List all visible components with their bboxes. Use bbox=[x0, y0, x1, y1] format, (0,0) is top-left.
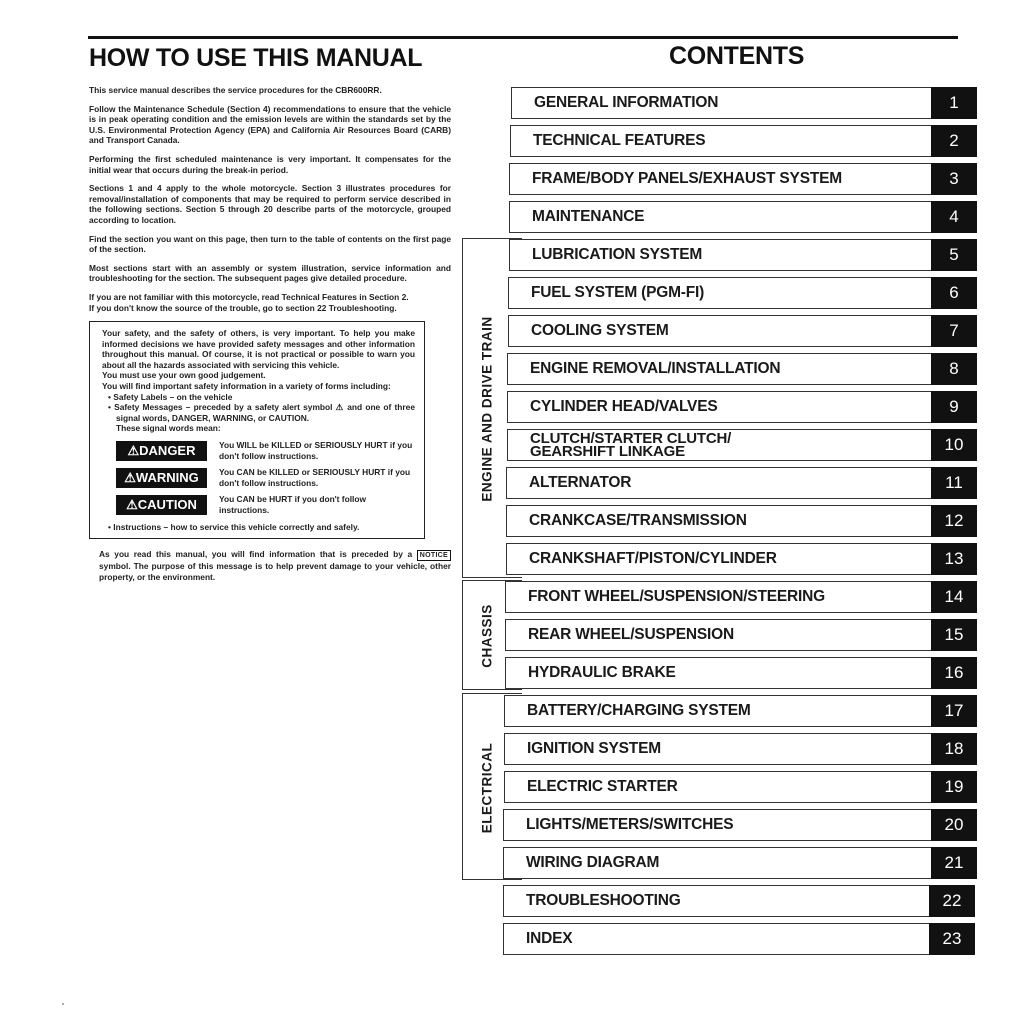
contents-item-label: FUEL SYSTEM (PGM-FI) bbox=[531, 284, 705, 301]
contents-item[interactable] bbox=[503, 809, 977, 841]
contents-item[interactable] bbox=[509, 239, 977, 271]
contents-item-label: ENGINE REMOVAL/INSTALLATION bbox=[530, 360, 781, 377]
contents-item[interactable] bbox=[505, 657, 977, 689]
contents-item[interactable] bbox=[505, 581, 977, 613]
contents-item-label: FRONT WHEEL/SUSPENSION/STEERING bbox=[528, 588, 825, 605]
top-rule bbox=[88, 36, 958, 39]
section-number-tab: 17 bbox=[931, 695, 977, 727]
contents-item-label: ELECTRIC STARTER bbox=[527, 778, 678, 795]
contents-item-label: LIGHTS/METERS/SWITCHES bbox=[526, 816, 734, 833]
signal-danger bbox=[116, 440, 415, 461]
signal-words-intro: These signal words mean: bbox=[116, 423, 221, 434]
contents-item-label: LUBRICATION SYSTEM bbox=[532, 246, 703, 263]
notice-post-text: symbol. The purpose of this message is to help prevent damage to your vehicle, other property, or the environment. bbox=[99, 561, 451, 582]
notice-symbol: NOTICE bbox=[417, 550, 451, 561]
contents-item-label-line1: CLUTCH/STARTER CLUTCH/ bbox=[530, 430, 732, 447]
section-number-tab: 19 bbox=[931, 771, 977, 803]
contents-item[interactable] bbox=[504, 771, 977, 803]
contents-item-label: COOLING SYSTEM bbox=[531, 322, 669, 339]
section-number-tab: 1 bbox=[931, 87, 977, 119]
bullet-safety-labels: • Safety Labels – on the vehicle bbox=[108, 391, 233, 402]
group-label-engine-drive-train: ENGINE AND DRIVE TRAIN bbox=[479, 316, 495, 502]
contents-item[interactable] bbox=[503, 923, 975, 955]
danger-description: You WILL be KILLED or SERIOUSLY HURT if you don't follow instructions. bbox=[219, 440, 413, 461]
section-number-tab: 22 bbox=[929, 885, 975, 917]
section-number-tab: 20 bbox=[931, 809, 977, 841]
section-number-tab: 12 bbox=[931, 505, 977, 537]
contents-item-label: INDEX bbox=[526, 930, 573, 947]
contents-item[interactable] bbox=[507, 429, 977, 461]
technical-features-paragraph: If you are not familiar with this motorcycle, read Technical Features in Section 2. bbox=[89, 291, 409, 302]
how-to-use-title: HOW TO USE THIS MANUAL bbox=[89, 44, 423, 72]
contents-item[interactable] bbox=[503, 885, 975, 917]
troubleshooting-paragraph: If you don't know the source of the trouble, go to section 22 Troubleshooting. bbox=[89, 302, 397, 313]
notice-pre-text: As you read this manual, you will find information that is preceded by a bbox=[99, 549, 413, 560]
section-number-tab: 5 bbox=[931, 239, 977, 271]
contents-item[interactable] bbox=[509, 201, 977, 233]
danger-label: ⚠DANGER bbox=[116, 441, 207, 461]
contents-item-label: FRAME/BODY PANELS/EXHAUST SYSTEM bbox=[532, 170, 842, 187]
safety-intro: Your safety, and the safety of others, is very important. To help you make informed decisions we have provided safety messages and other information throughout this manual. Of course, it is not practical or possible to warn you about all the hazards associated with servicing this vehicle. bbox=[102, 328, 415, 370]
section-structure-paragraph: Most sections start with an assembly or system illustration, service information and troubleshooting for the section. The subsequent pages give detailed procedure. bbox=[89, 262, 451, 284]
contents-item-label: HYDRAULIC BRAKE bbox=[528, 664, 676, 681]
contents-item-label-line2: GEARSHIFT LINKAGE bbox=[530, 443, 685, 460]
caution-label: ⚠CAUTION bbox=[116, 495, 207, 515]
section-number-tab: 10 bbox=[931, 429, 977, 461]
signal-caution bbox=[116, 494, 415, 515]
section-number-tab: 3 bbox=[931, 163, 977, 195]
group-label-electrical: ELECTRICAL bbox=[479, 742, 495, 834]
contents-item-label bbox=[530, 430, 731, 460]
warning-label: ⚠WARNING bbox=[116, 468, 207, 488]
contents-item[interactable] bbox=[511, 87, 977, 119]
contents-item-label: CYLINDER HEAD/VALVES bbox=[530, 398, 718, 415]
contents-item[interactable] bbox=[510, 125, 977, 157]
contents-item-label: ALTERNATOR bbox=[529, 474, 632, 491]
contents-item[interactable] bbox=[505, 619, 977, 651]
contents-item-label: CRANKSHAFT/PISTON/CYLINDER bbox=[529, 550, 777, 567]
section-number-tab: 21 bbox=[931, 847, 977, 879]
contents-item[interactable] bbox=[503, 847, 977, 879]
group-label-chassis: CHASSIS bbox=[479, 604, 495, 668]
section-number-tab: 7 bbox=[931, 315, 977, 347]
contents-item-label: MAINTENANCE bbox=[532, 208, 645, 225]
notice-paragraph bbox=[99, 549, 451, 582]
sections-paragraph: Sections 1 and 4 apply to the whole motorcycle. Section 3 illustrates procedures for removal/installation of components that may be required to perform service described in the following sections. Section 5 through 20 describe parts of the motorcycle, grouped according to location. bbox=[89, 183, 451, 225]
section-number-tab: 18 bbox=[931, 733, 977, 765]
contents-title: CONTENTS bbox=[669, 42, 805, 70]
contents-item-label: IGNITION SYSTEM bbox=[527, 740, 661, 757]
bullet-instructions: • Instructions – how to service this vehicle correctly and safely. bbox=[108, 521, 360, 532]
scan-speck bbox=[62, 1003, 64, 1005]
contents-item-label: WIRING DIAGRAM bbox=[526, 854, 660, 871]
section-number-tab: 16 bbox=[931, 657, 977, 689]
safety-box bbox=[89, 321, 425, 539]
contents-item[interactable] bbox=[507, 391, 977, 423]
first-maintenance-paragraph: Performing the first scheduled maintenance is very important. It compensates for the initial wear that occurs during the break-in period. bbox=[89, 153, 451, 175]
section-number-tab: 6 bbox=[931, 277, 977, 309]
signal-warning bbox=[116, 467, 415, 488]
contents-item[interactable] bbox=[508, 277, 977, 309]
safety-forms: You will find important safety information in a variety of forms including: bbox=[102, 381, 391, 392]
intro-paragraph: This service manual describes the service procedures for the CBR600RR. bbox=[89, 85, 382, 95]
section-number-tab: 15 bbox=[931, 619, 977, 651]
contents-item[interactable] bbox=[504, 733, 977, 765]
section-number-tab: 8 bbox=[931, 353, 977, 385]
contents-item[interactable] bbox=[509, 163, 977, 195]
section-number-tab: 13 bbox=[931, 543, 977, 575]
how-to-use-section bbox=[89, 44, 451, 590]
contents-item[interactable] bbox=[504, 695, 977, 727]
contents-item-label: REAR WHEEL/SUSPENSION bbox=[528, 626, 734, 643]
maintenance-paragraph: Follow the Maintenance Schedule (Section 4) recommendations to ensure that the vehicle is in peak operating condition and the emission levels are within the standards set by the U.S. Environmental Protection Agency (EPA) and California Air Resources Board (CARB) and Transport Canada. bbox=[89, 103, 451, 146]
contents-item[interactable] bbox=[507, 353, 977, 385]
section-number-tab: 11 bbox=[931, 467, 977, 499]
contents-item-label: TROUBLESHOOTING bbox=[526, 892, 681, 909]
section-number-tab: 9 bbox=[931, 391, 977, 423]
section-number-tab: 14 bbox=[931, 581, 977, 613]
contents-item[interactable] bbox=[508, 315, 977, 347]
section-number-tab: 23 bbox=[929, 923, 975, 955]
bullet-safety-messages: • Safety Messages – preceded by a safety alert symbol ⚠ and one of three signal words, DANGER, WARNING, or CAUTION. bbox=[108, 402, 415, 423]
section-number-tab: 2 bbox=[931, 125, 977, 157]
contents-item[interactable] bbox=[506, 543, 977, 575]
contents-item[interactable] bbox=[506, 505, 977, 537]
find-section-paragraph: Find the section you want on this page, then turn to the table of contents on the first page of the section. bbox=[89, 233, 451, 255]
section-number-tab: 4 bbox=[931, 201, 977, 233]
caution-description: You CAN be HURT if you don't follow instructions. bbox=[219, 494, 366, 515]
safety-judgement: You must use your own good judgement. bbox=[102, 370, 266, 381]
warning-description: You CAN be KILLED or SERIOUSLY HURT if you don't follow instructions. bbox=[219, 467, 411, 488]
contents-item-label: CRANKCASE/TRANSMISSION bbox=[529, 512, 747, 529]
contents-item-label: BATTERY/CHARGING SYSTEM bbox=[527, 702, 751, 719]
contents-item[interactable] bbox=[506, 467, 977, 499]
contents-item-label: TECHNICAL FEATURES bbox=[533, 132, 706, 149]
contents-item-label: GENERAL INFORMATION bbox=[534, 94, 719, 111]
